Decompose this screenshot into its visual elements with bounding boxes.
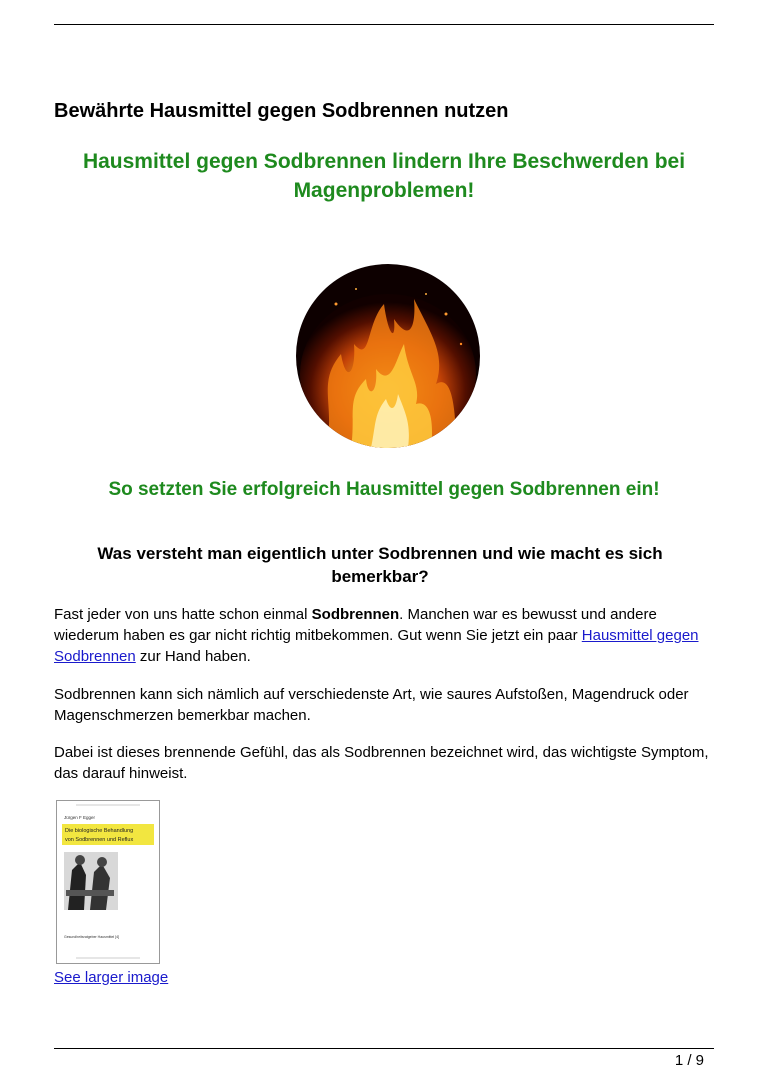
section-heading: So setzten Sie erfolgreich Hausmittel gegen Sodbrennen ein! (108, 479, 660, 500)
page-number: 1 / 9 (674, 1052, 704, 1069)
bold-term: Sodbrennen (311, 606, 400, 623)
document-title: Bewährte Hausmittel gegen Sodbrennen nutzen (54, 100, 509, 122)
book-title-line-1: Die biologische Behandlung (65, 828, 134, 834)
book-author: Jürgen F Egger (64, 815, 96, 820)
question-heading: Was versteht man eigentlich unter Sodbrennen und wie macht es sich bemerkbar? (97, 544, 663, 586)
paragraph-1: Fast jeder von uns hatte schon einmal Sodbrennen. Manchen war es bewusst und andere wiederum haben es gar nicht richtig mitbekommen. Gut wenn Sie jetzt ein paar Hausmittel gegen Sodbrennen zur Hand haben. (54, 606, 699, 665)
paragraph-2: Sodbrennen kann sich nämlich auf verschiedenste Art, wie saures Aufstoßen, Magendruck oder Magenschmerzen bemerkbar machen. (54, 686, 689, 724)
footer-rule (54, 1048, 714, 1049)
subtitle: Hausmittel gegen Sodbrennen lindern Ihre Beschwerden bei Magenproblemen! (82, 150, 686, 202)
hausmittel-link[interactable]: Hausmittel gegen Sodbrennen (54, 627, 699, 665)
book-cover-image[interactable] (56, 800, 160, 964)
book-series: Gesundheitsratgeber Hausmittel [4] (64, 935, 120, 939)
header-rule (54, 24, 714, 25)
fire-image (296, 264, 480, 448)
paragraph-3: Dabei ist dieses brennende Gefühl, das als Sodbrennen bezeichnet wird, das wichtigste Symptom, das darauf hinweist. (54, 744, 709, 782)
book-title-line-2: von Sodbrennen und Reflux (65, 837, 134, 843)
see-larger-image-link[interactable]: See larger image (54, 969, 169, 986)
